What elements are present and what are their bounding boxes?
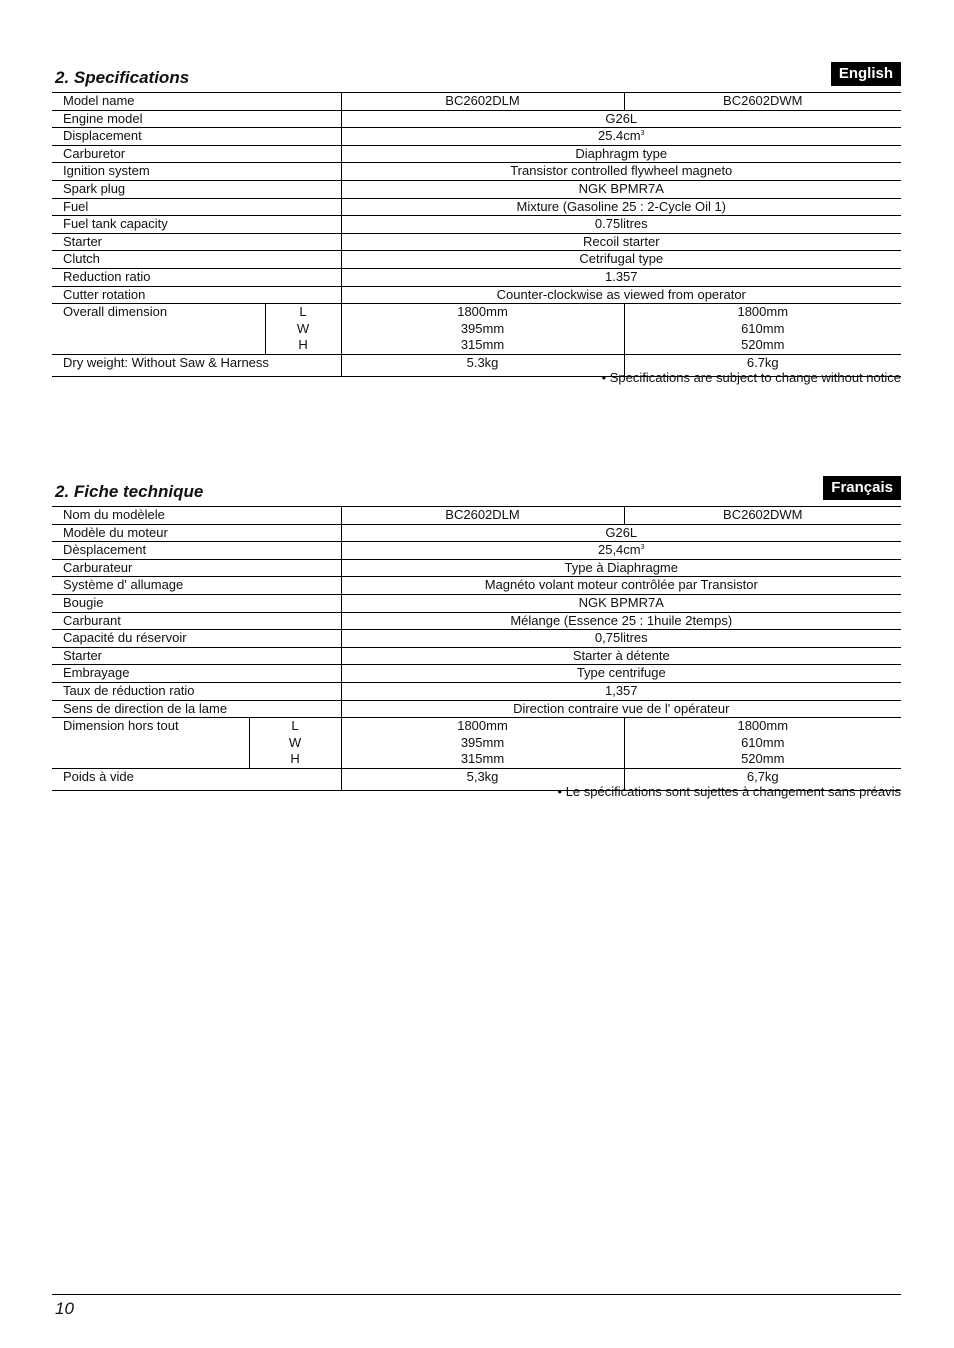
row-value: Type à Diaphragme — [341, 559, 901, 577]
header-label: Nom du modèlele — [63, 507, 165, 522]
dimension-label: Dimension hors tout — [63, 718, 179, 734]
unit-superscript: 3 — [640, 130, 645, 138]
row-value — [341, 542, 901, 560]
row-value: Type centrifuge — [341, 665, 901, 683]
row-label: Carburateur — [63, 559, 133, 575]
table-row — [52, 630, 901, 648]
weight-label: Dry weight: Without Saw & Harness — [63, 354, 269, 370]
row-label: Taux de réduction ratio — [63, 682, 195, 698]
spec-table — [52, 506, 901, 791]
dlm-height: 315mm — [460, 337, 505, 353]
table-row — [52, 647, 901, 665]
table-row — [52, 524, 901, 542]
axis-w: W — [288, 734, 302, 750]
language-badge: Français — [823, 476, 901, 500]
section-title: 2. Specifications — [55, 68, 190, 87]
model-dwm: BC2602DWM — [624, 93, 901, 111]
dlm-length: 1800mm — [457, 718, 508, 734]
row-label: Modèle du moteur — [63, 524, 168, 540]
row-label: Embrayage — [63, 665, 130, 681]
header-label: Model name — [63, 93, 135, 108]
row-value: Recoil starter — [341, 233, 901, 251]
table-row — [52, 286, 901, 304]
weight-label: Poids à vide — [63, 768, 134, 784]
row-label: Fuel — [63, 198, 89, 214]
row-value: 0.75litres — [341, 216, 901, 234]
table-row — [52, 251, 901, 269]
row-value: Magnéto volant moteur contrôlée par Transistor — [341, 577, 901, 595]
table-row — [52, 198, 901, 216]
row-value: Starter à détente — [341, 647, 901, 665]
table-header-row — [52, 507, 901, 525]
row-value: 1.357 — [341, 268, 901, 286]
language-badge: English — [831, 62, 901, 86]
row-label: Dèsplacement — [63, 542, 147, 558]
row-label: Engine model — [63, 110, 143, 126]
row-value: G26L — [341, 110, 901, 128]
table-row — [52, 145, 901, 163]
dimension-axes — [265, 304, 341, 355]
table-row — [52, 268, 901, 286]
row-value: Cetrifugal type — [341, 251, 901, 269]
model-dlm: BC2602DLM — [341, 93, 624, 111]
row-value: NGK BPMR7A — [341, 594, 901, 612]
table-row — [52, 700, 901, 718]
dwm-height: 520mm — [741, 337, 785, 353]
row-label: Clutch — [63, 251, 100, 267]
weight-dlm: 5,3kg — [341, 768, 624, 790]
weight-dwm: 6.7kg — [624, 354, 901, 376]
displacement-value: 25,4cm — [597, 542, 641, 558]
row-label: Ignition system — [63, 163, 150, 179]
row-value: Diaphragm type — [341, 145, 901, 163]
axis-l: L — [299, 304, 307, 320]
row-label: Bougie — [63, 594, 104, 610]
row-value: Counter-clockwise as viewed from operator — [341, 286, 901, 304]
dlm-width: 395mm — [460, 320, 505, 336]
table-row — [52, 542, 901, 560]
table-row — [52, 233, 901, 251]
dwm-height: 520mm — [741, 751, 785, 767]
dimension-dwm — [624, 304, 901, 355]
row-value: 1,357 — [341, 682, 901, 700]
model-dlm: BC2602DLM — [341, 507, 624, 525]
row-value: 0,75litres — [341, 630, 901, 648]
row-label: Cutter rotation — [63, 286, 146, 302]
row-label: Système d' allumage — [63, 577, 184, 593]
row-label: Capacité du réservoir — [63, 630, 187, 646]
row-value: G26L — [341, 524, 901, 542]
dwm-length: 1800mm — [737, 718, 789, 734]
dimension-row — [52, 304, 901, 355]
dimension-label: Overall dimension — [63, 304, 168, 320]
specifications-section-french — [52, 479, 901, 802]
dwm-width: 610mm — [741, 320, 785, 336]
axis-h: H — [290, 751, 300, 767]
table-row — [52, 163, 901, 181]
model-dwm: BC2602DWM — [624, 507, 901, 525]
row-value: NGK BPMR7A — [341, 180, 901, 198]
table-row — [52, 612, 901, 630]
row-value — [341, 128, 901, 146]
footer-divider — [52, 1294, 901, 1295]
row-label: Reduction ratio — [63, 268, 151, 284]
dimension-dlm — [341, 304, 624, 355]
weight-dlm: 5.3kg — [341, 354, 624, 376]
dimension-dlm — [341, 718, 624, 769]
axis-l: L — [291, 718, 299, 734]
dlm-length: 1800mm — [457, 304, 508, 320]
table-row — [52, 577, 901, 595]
spec-note: • Specifications are subject to change without notice — [601, 370, 901, 385]
table-row — [52, 180, 901, 198]
dlm-width: 395mm — [460, 734, 505, 750]
displacement-value: 25.4cm — [597, 128, 641, 144]
table-row — [52, 665, 901, 683]
specifications-section-english — [52, 65, 901, 388]
row-label: Starter — [63, 647, 103, 663]
row-label: Spark plug — [63, 180, 126, 196]
table-row — [52, 682, 901, 700]
dwm-width: 610mm — [741, 734, 785, 750]
row-value: Transistor controlled flywheel magneto — [341, 163, 901, 181]
dlm-height: 315mm — [460, 751, 505, 767]
row-label: Starter — [63, 233, 103, 249]
dwm-length: 1800mm — [737, 304, 789, 320]
weight-dwm: 6,7kg — [624, 768, 901, 790]
page-number: 10 — [55, 1299, 74, 1318]
unit-superscript: 3 — [640, 544, 645, 552]
table-row — [52, 110, 901, 128]
table-row — [52, 594, 901, 612]
axis-w: W — [296, 320, 310, 336]
row-label: Fuel tank capacity — [63, 216, 168, 232]
spec-note: • Le spécifications sont sujettes à changement sans préavis — [557, 784, 901, 799]
dimension-row — [52, 718, 901, 769]
table-row — [52, 128, 901, 146]
spec-table — [52, 92, 901, 377]
row-value: Direction contraire vue de l' opérateur — [341, 700, 901, 718]
row-label: Displacement — [63, 128, 142, 144]
row-label: Carburetor — [63, 145, 126, 161]
row-label: Sens de direction de la lame — [63, 700, 228, 716]
dimension-axes — [249, 718, 341, 769]
dimension-dwm — [624, 718, 901, 769]
table-row — [52, 216, 901, 234]
row-value: Mélange (Essence 25 : 1huile 2temps) — [341, 612, 901, 630]
row-label: Carburant — [63, 612, 121, 628]
axis-h: H — [298, 337, 308, 353]
section-title: 2. Fiche technique — [55, 482, 204, 501]
table-header-row — [52, 93, 901, 111]
table-row — [52, 559, 901, 577]
row-value: Mixture (Gasoline 25 : 2-Cycle Oil 1) — [341, 198, 901, 216]
